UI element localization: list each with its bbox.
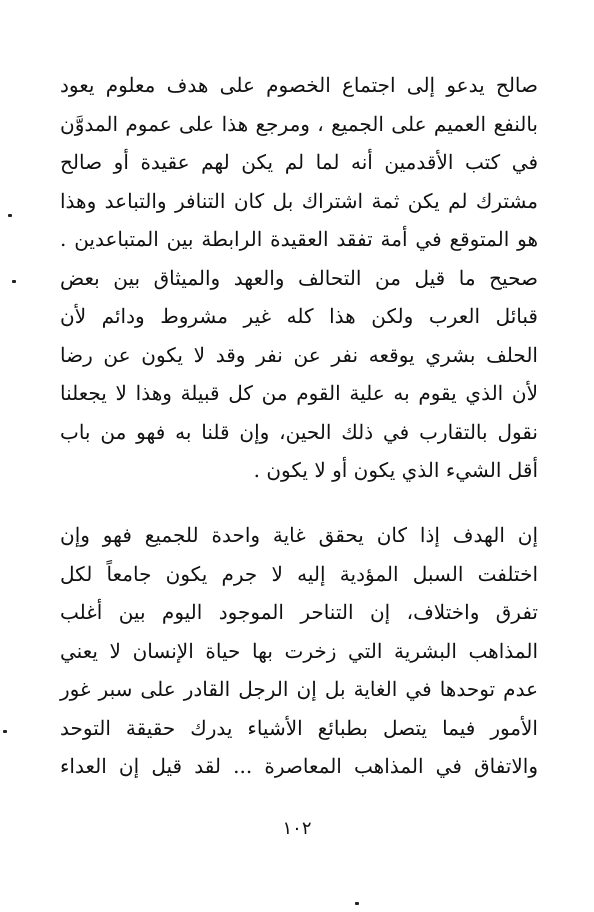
- text-line: إن الهدف إذا كان يحقق غاية واحدة للجميع فهو وإن: [60, 523, 538, 547]
- text-line: أقل الشيء الذي يكون أو لا يكون .: [253, 458, 538, 482]
- text-line: صالح يدعو إلى اجتماع الخصوم على هدف معلوم يعود: [60, 73, 538, 97]
- text-line: صحيح ما قيل من التحالف والعهد والميثاق بين بعض: [60, 265, 538, 290]
- text-line: نقول بالتقارب في ذلك الحين، وإن قلنا به فهو من باب: [60, 419, 538, 444]
- text-line: هو المتوقع في أمة تفقد العقيدة الرابطة بين المتباعدين .: [60, 227, 538, 251]
- scan-speck: [3, 730, 7, 733]
- text-line: مشترك لم يكن ثمة اشتراك بل كان التنافر والتباعد وهذا: [60, 188, 538, 213]
- text-line: اختلفت السبل المؤدية إليه لا جرم يكون جامعاً لكل: [60, 561, 538, 586]
- text-line: في كتب الأقدمين أنه لما لم يكن لهم عقيدة أو صالح: [60, 150, 538, 174]
- text-line: بالنفع العميم على الجميع ، ومرجع هذا على عموم المدوَّن: [60, 111, 538, 136]
- text-line: الأمور فيما يتصل بطبائع الأشياء يدرك حقيقة التوحد: [60, 715, 538, 740]
- page-number: ١٠٢: [282, 818, 312, 839]
- text-line: قبائل العرب ولكن هذا كله غير مشروط ودائم لأن: [60, 304, 538, 328]
- paragraph-2: [60, 516, 538, 786]
- text-line: المذاهب البشرية التي زخرت بها حياة الإنسان لا يعني: [60, 638, 538, 663]
- text-line: الحلف بشري يوقعه نفر عن نفر وقد لا يكون عن رضا: [60, 342, 538, 367]
- text-line: لأن الذي يقوم به علية القوم من كل قبيلة وهذا لا يجعلنا: [60, 381, 538, 405]
- scan-speck: [8, 214, 12, 217]
- scan-speck: [355, 902, 359, 905]
- paragraph-1: [60, 66, 538, 490]
- text-line: والاتفاق في المذاهب المعاصرة ... لقد قيل إن العداء: [60, 754, 538, 778]
- text-line: تفرق واختلاف، إن التناحر الموجود اليوم بين أغلب: [60, 600, 538, 624]
- scan-speck: [12, 280, 16, 283]
- text-line: عدم توحدها في الغاية بل إن الرجل القادر على سبر غور: [60, 677, 538, 701]
